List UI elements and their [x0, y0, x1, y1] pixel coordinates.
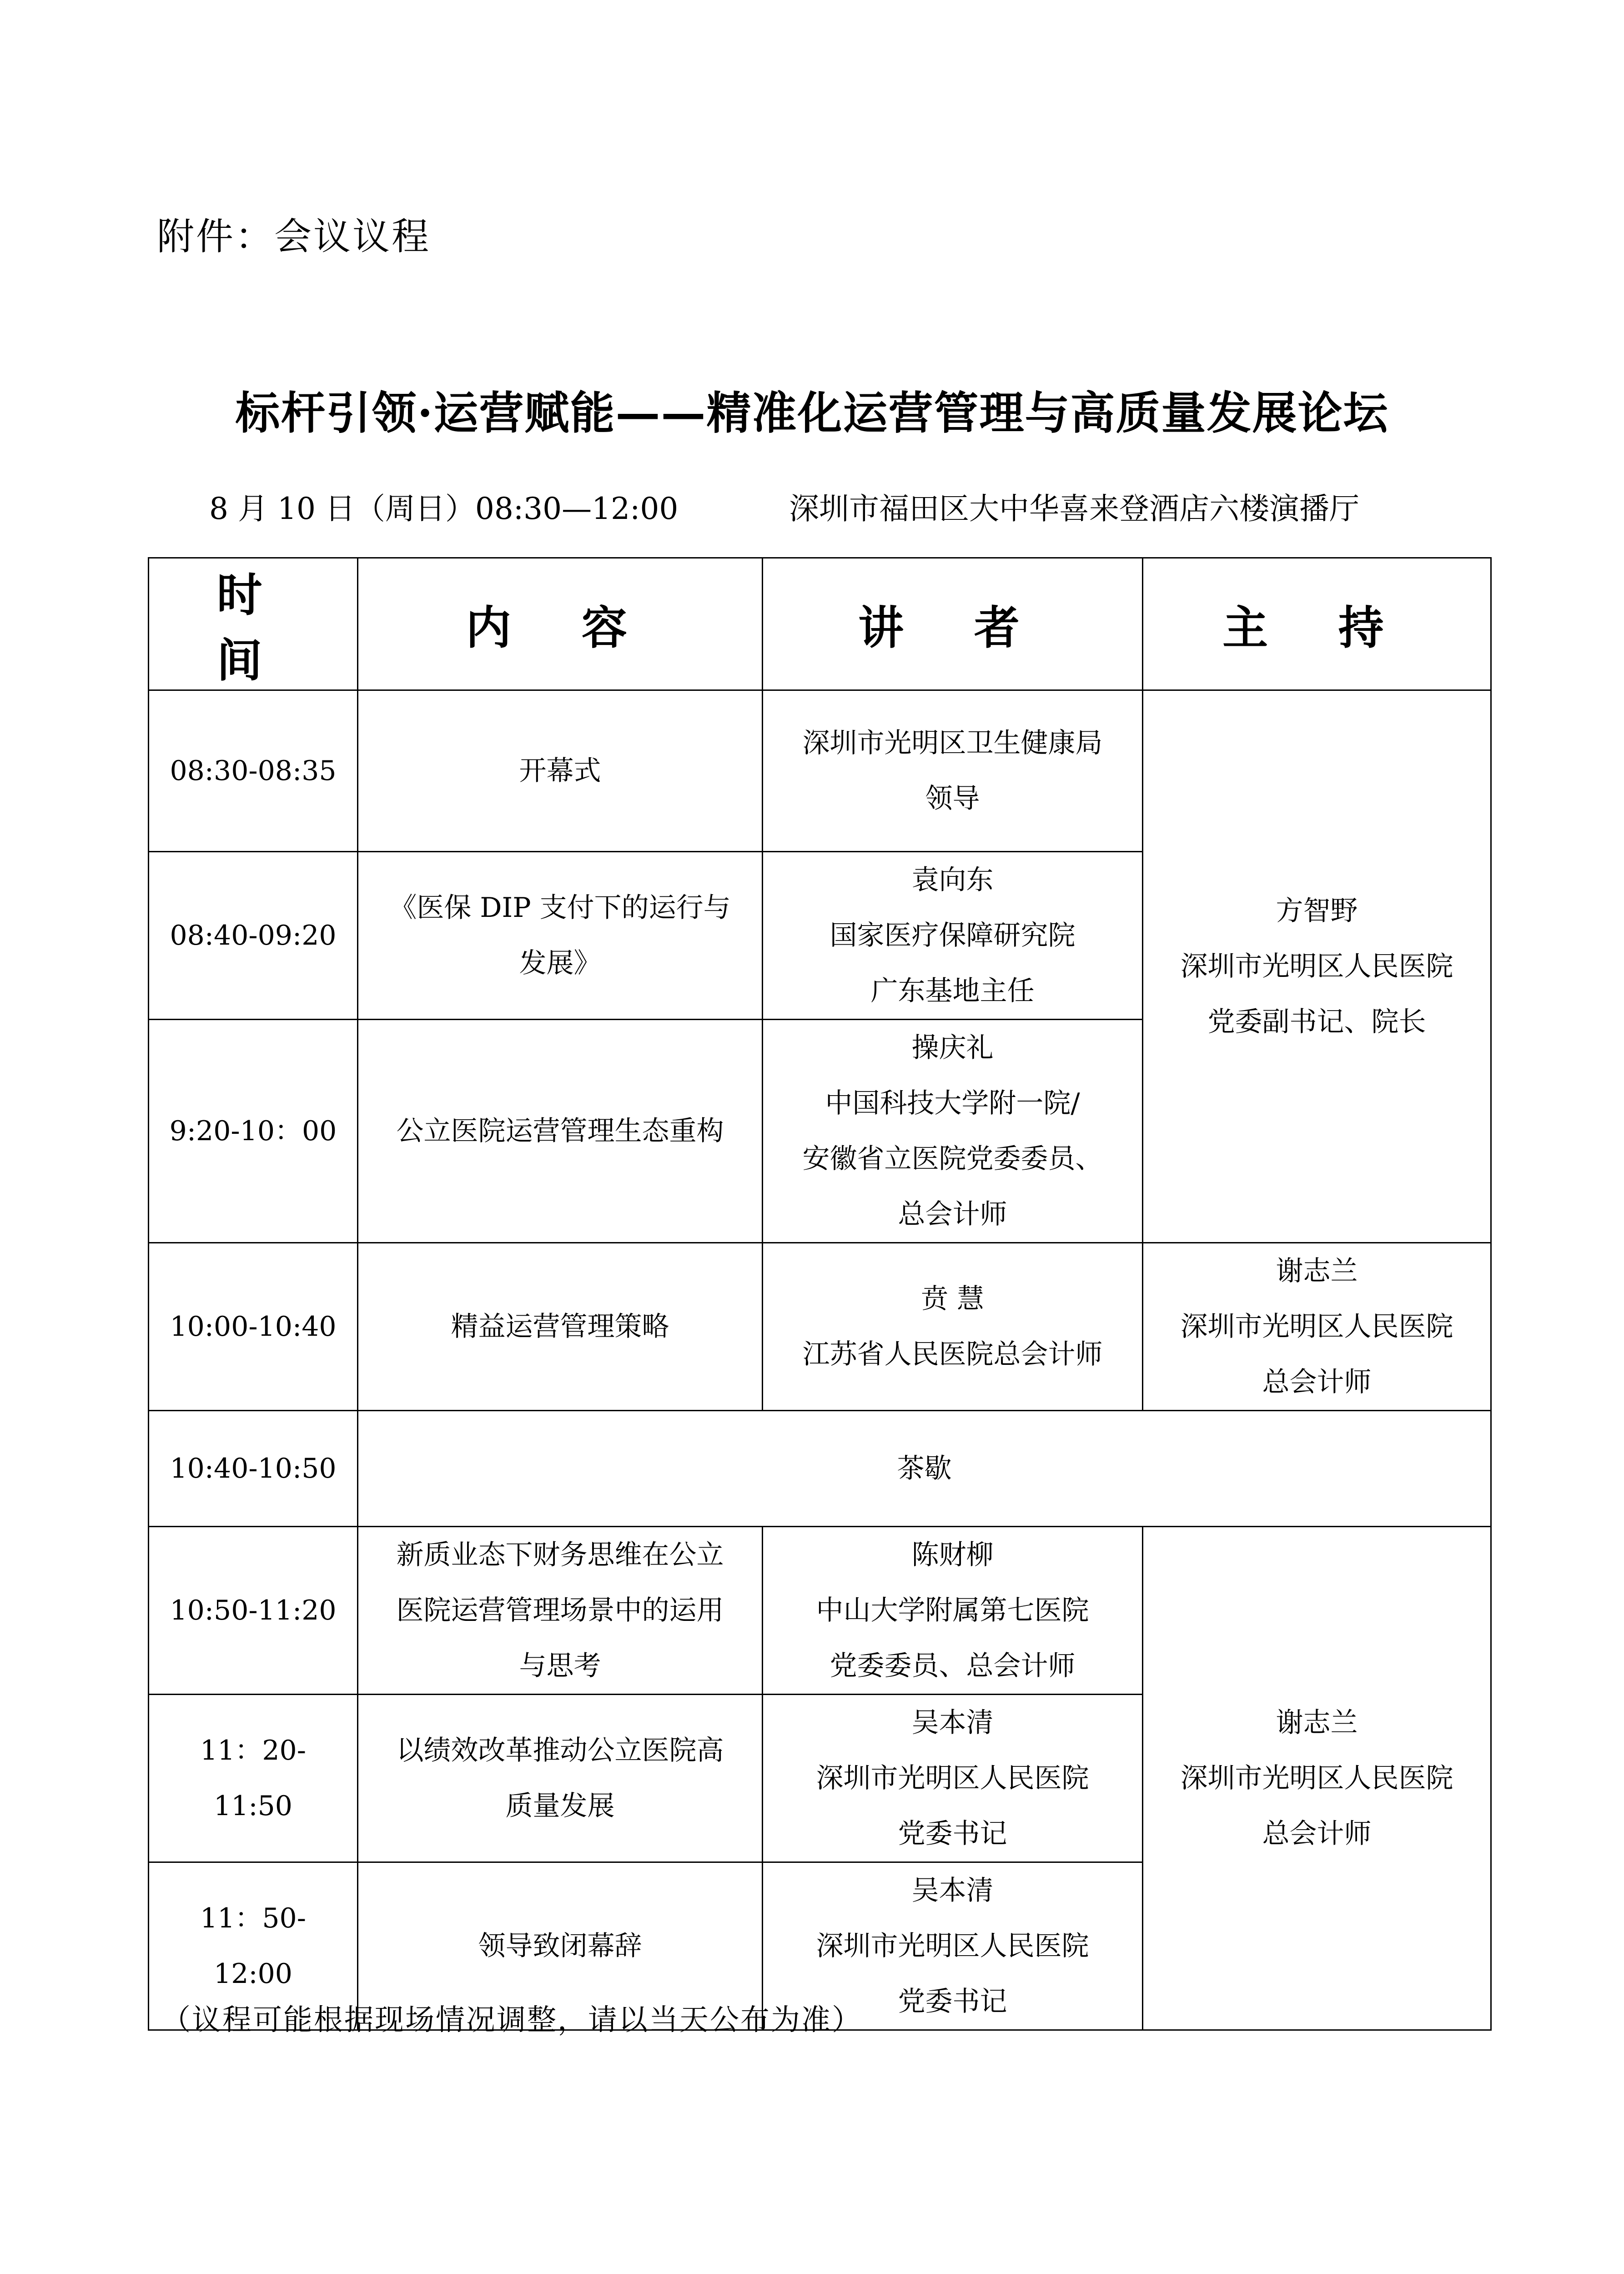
row-time: 08:30-08:35 [149, 690, 358, 852]
row-speaker: 吴本清 深圳市光明区人民医院 党委书记 [763, 1862, 1143, 2030]
agenda-header-row [149, 558, 1491, 690]
row-time: 10:50-11:20 [149, 1527, 358, 1695]
header-speaker: 讲 者 [763, 558, 1143, 690]
row-speaker: 操庆礼 中国科技大学附一院/ 安徽省立医院党委委员、 总会计师 [763, 1020, 1143, 1243]
row-speaker: 贲 慧 江苏省人民医院总会计师 [763, 1243, 1143, 1411]
table-row [149, 690, 1491, 852]
row-host: 谢志兰 深圳市光明区人民医院 总会计师 [1143, 1243, 1491, 1411]
row-content: 新质业态下财务思维在公立 医院运营管理场景中的运用 与思考 [358, 1527, 763, 1695]
header-time: 时 间 [149, 558, 358, 690]
row-speaker: 吴本清 深圳市光明区人民医院 党委书记 [763, 1695, 1143, 1862]
attachment-label: 附件：会议议程 [157, 215, 431, 258]
row-time: 10:00-10:40 [149, 1243, 358, 1411]
table-row [149, 1411, 1491, 1527]
row-content: 精益运营管理策略 [358, 1243, 763, 1411]
row-time: 08:40-09:20 [149, 852, 358, 1020]
row-time: 9:20-10：00 [149, 1020, 358, 1243]
meeting-venue: 深圳市福田区大中华喜来登酒店六楼演播厅 [789, 491, 1359, 526]
document-title: 标杆引领·运营赋能——精准化运营管理与高质量发展论坛 [235, 387, 1389, 439]
row-content: 公立医院运营管理生态重构 [358, 1020, 763, 1243]
row-speaker: 袁向东 国家医疗保障研究院 广东基地主任 [763, 852, 1143, 1020]
table-row [149, 1527, 1491, 1695]
header-content: 内 容 [358, 558, 763, 690]
row-time: 11：20-11:50 [149, 1695, 358, 1862]
agenda-table [148, 557, 1492, 2031]
table-row [149, 1243, 1491, 1411]
row-host: 谢志兰 深圳市光明区人民医院 总会计师 [1143, 1527, 1491, 2030]
header-host: 主 持 [1143, 558, 1491, 690]
row-time: 10:40-10:50 [149, 1411, 358, 1527]
row-speaker: 陈财柳 中山大学附属第七医院 党委委员、总会计师 [763, 1527, 1143, 1695]
row-content: 以绩效改革推动公立医院高 质量发展 [358, 1695, 763, 1862]
adjustment-note: （议程可能根据现场情况调整，请以当天公布为准） [161, 2003, 862, 2037]
row-content: 开幕式 [358, 690, 763, 852]
row-time: 11：50-12:00 [149, 1862, 358, 2030]
tea-break: 茶歇 [358, 1411, 1491, 1527]
row-host: 方智野 深圳市光明区人民医院 党委副书记、院长 [1143, 690, 1491, 1243]
meeting-date-time: 8 月 10 日（周日）08:30—12:00 [209, 491, 679, 526]
row-content: 领导致闭幕辞 [358, 1862, 763, 2030]
row-speaker: 深圳市光明区卫生健康局 领导 [763, 690, 1143, 852]
row-content: 《医保 DIP 支付下的运行与 发展》 [358, 852, 763, 1020]
